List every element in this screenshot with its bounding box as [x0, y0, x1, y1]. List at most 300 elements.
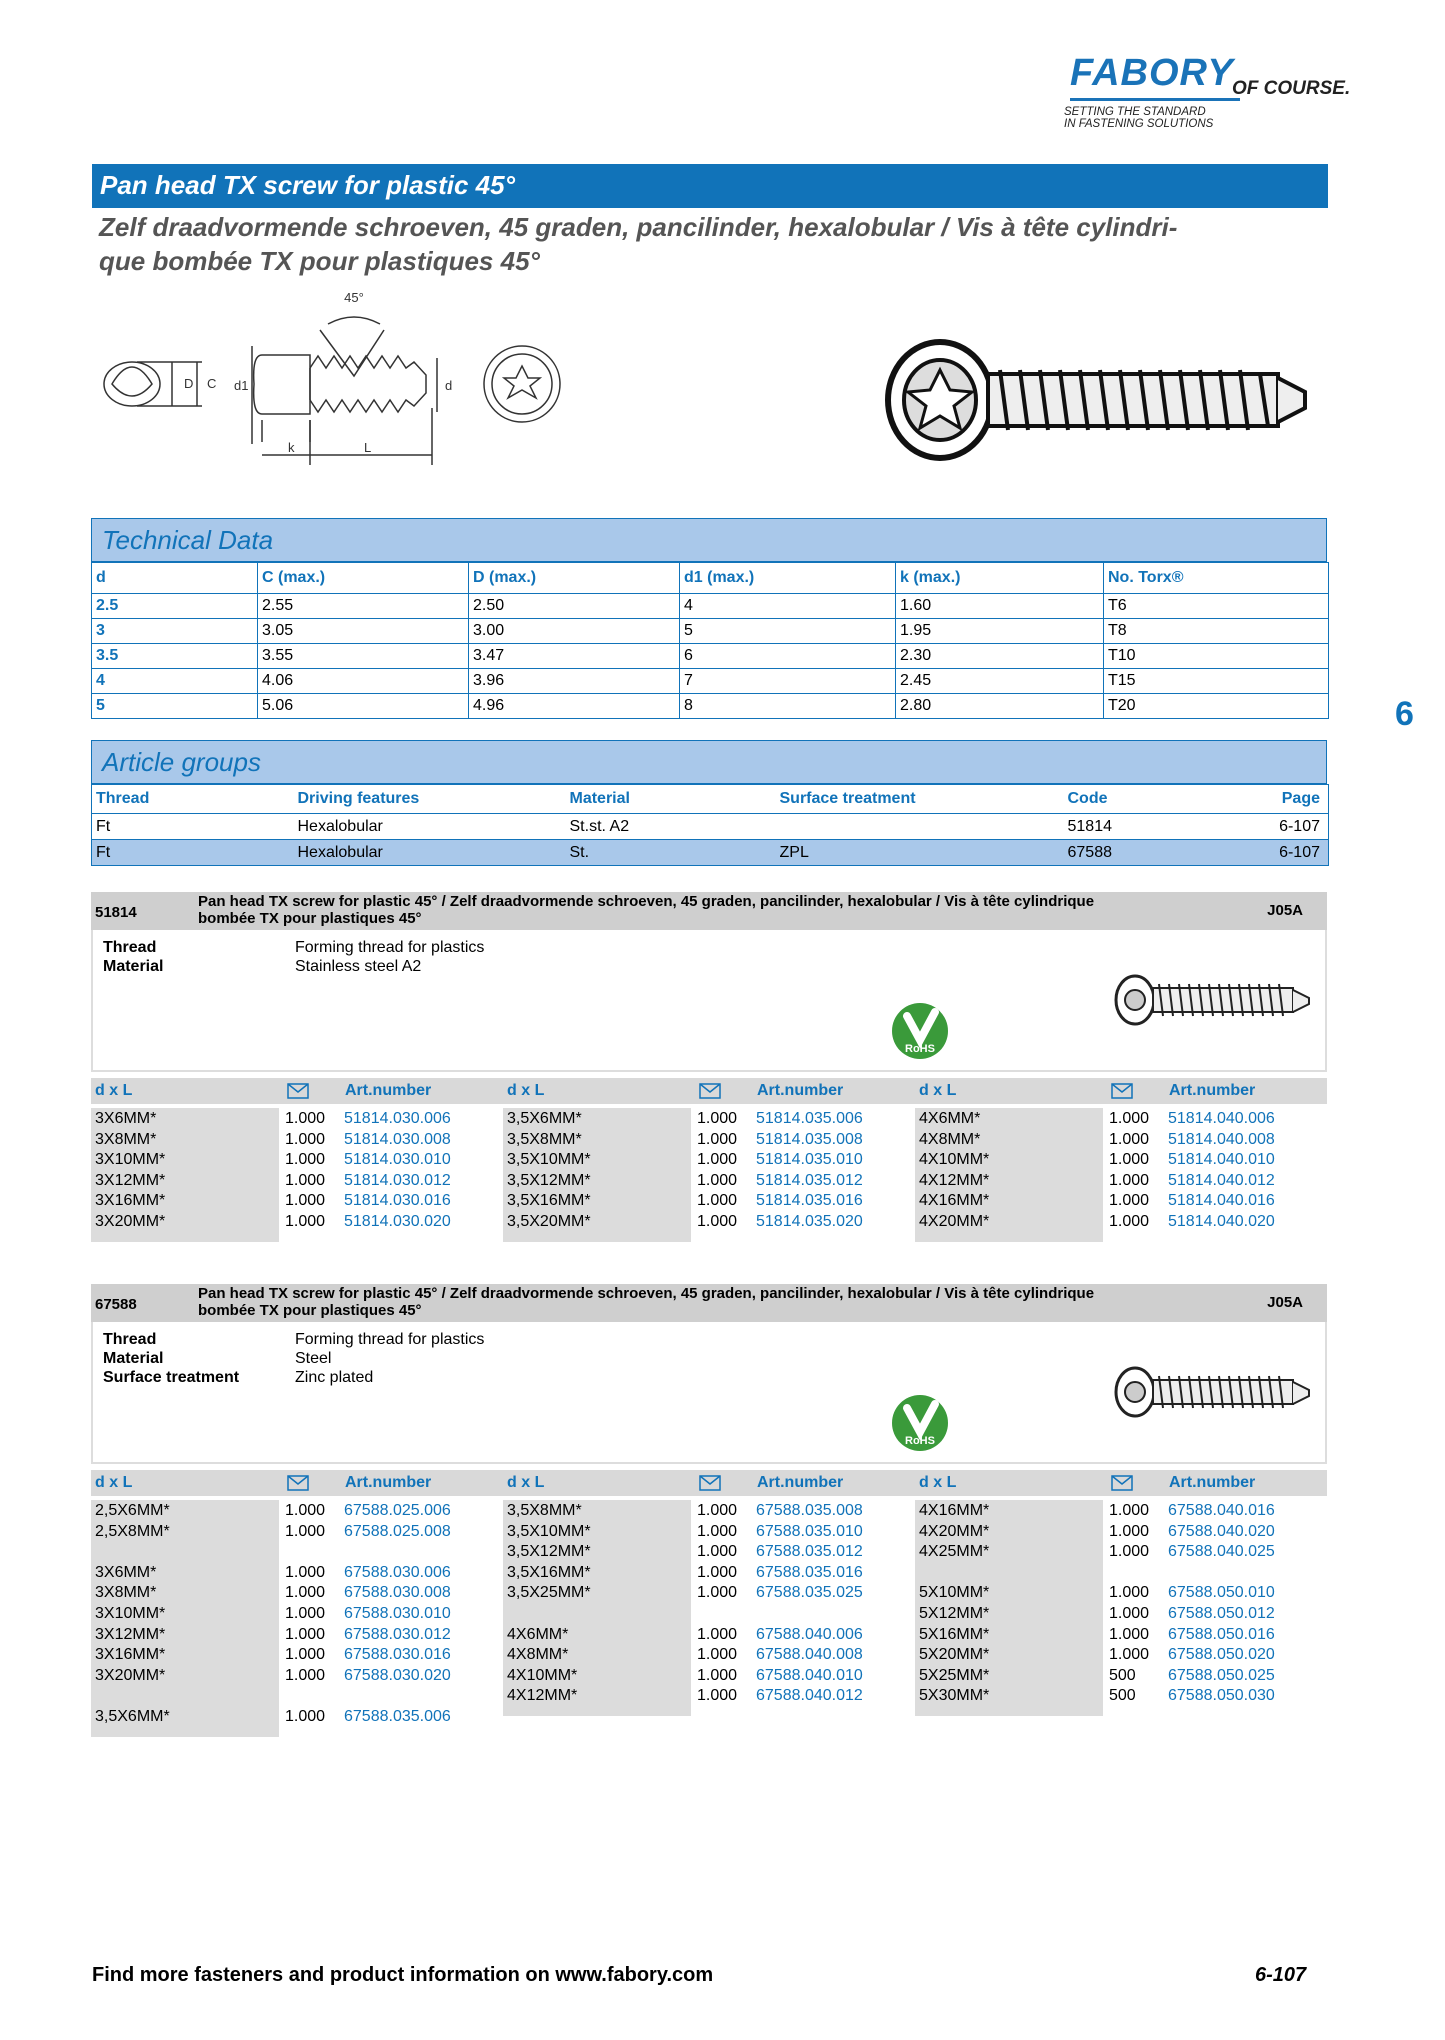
article-size: 3,5X12MM* [507, 1543, 591, 1561]
article-size: 4X12MM* [507, 1687, 578, 1705]
table-cell: 5 [92, 694, 258, 719]
property-label: Material [103, 1350, 164, 1367]
article-size: 3X16MM* [95, 1646, 166, 1664]
article-row[interactable] [503, 1564, 913, 1584]
logo-underline [1070, 98, 1240, 101]
article-row[interactable] [915, 1626, 1325, 1646]
article-quantity: 1.000 [697, 1687, 738, 1705]
article-size: 5X16MM* [919, 1625, 990, 1643]
subtitle-line1: Zelf draadvormende schroeven, 45 graden, pancilinder, hexalobular / Vis à tête cylindri- [99, 212, 1178, 242]
article-quantity: 1.000 [285, 1666, 326, 1684]
property-label: Surface treatment [103, 1369, 240, 1386]
article-number-link[interactable]: 67588.050.012 [1168, 1605, 1275, 1622]
article-number-link[interactable]: 51814.040.006 [1168, 1110, 1275, 1127]
table-cell: 2.55 [258, 594, 469, 619]
drawing-label-k: k [288, 440, 295, 455]
article-row[interactable] [503, 1192, 913, 1212]
article-quantity: 1.000 [697, 1130, 738, 1148]
article-number-link[interactable]: 67588.050.025 [1168, 1666, 1275, 1684]
col-header-k-max: k (max.) [896, 563, 1104, 594]
table-cell: Ft [92, 814, 294, 840]
article-size: 3,5X16MM* [507, 1563, 591, 1581]
section-number: 6 [1395, 695, 1414, 733]
article-number-link[interactable]: 51814.030.020 [344, 1213, 451, 1230]
article-row[interactable] [91, 1626, 501, 1646]
article-row[interactable] [91, 1667, 501, 1687]
article-row[interactable] [915, 1213, 1325, 1233]
article-number-link[interactable]: 67588.040.025 [1168, 1543, 1275, 1561]
table-cell: 2.45 [896, 669, 1104, 694]
article-number-link[interactable]: 67588.030.012 [344, 1625, 451, 1643]
article-row[interactable] [915, 1110, 1325, 1130]
article-number-link[interactable]: 67588.035.006 [344, 1708, 451, 1725]
drawing-label-d1: d1 [234, 378, 249, 393]
article-quantity: 1.000 [285, 1708, 326, 1725]
article-size: 3,5X10MM* [507, 1522, 591, 1540]
logo-slogan: OF COURSE. [1232, 78, 1351, 99]
property-row [103, 957, 484, 976]
article-quantity: 500 [1109, 1666, 1136, 1684]
envelope-icon [699, 1475, 721, 1496]
table-cell: 6 [680, 644, 896, 669]
column-label-art-number: Art.number [345, 1082, 432, 1099]
property-value: Zinc plated [295, 1369, 374, 1386]
article-quantity: 1.000 [697, 1110, 738, 1127]
table-cell: 2.5 [92, 594, 258, 619]
article-size: 4X16MM* [919, 1192, 990, 1210]
article-quantity: 1.000 [1109, 1543, 1150, 1561]
article-row[interactable] [91, 1646, 501, 1666]
article-row[interactable] [503, 1626, 913, 1646]
article-number-link[interactable]: 67588.035.025 [756, 1584, 863, 1602]
article-number-link[interactable]: 51814.040.008 [1168, 1130, 1275, 1148]
subtitle-line2: que bombée TX pour plastiques 45° [99, 246, 540, 276]
article-row[interactable] [503, 1151, 913, 1171]
article-quantity: 1.000 [697, 1213, 738, 1230]
article-number-link[interactable]: 67588.035.016 [756, 1563, 863, 1581]
technical-data-heading: Technical Data [102, 525, 274, 555]
article-number-link[interactable]: 67588.030.006 [344, 1563, 451, 1581]
technical-drawing [92, 280, 592, 480]
article-size: 2,5X8MM* [95, 1522, 170, 1540]
article-quantity: 1.000 [697, 1522, 738, 1540]
article-row[interactable] [915, 1584, 1325, 1604]
product-code: 67588 [95, 1296, 137, 1313]
article-number-link[interactable]: 67588.030.020 [344, 1666, 451, 1684]
technical-data-table [91, 562, 1329, 719]
product-description-line1: Pan head TX screw for plastic 45° / Zelf draadvormende schroeven, 45 graden, pancilinder, hexalobular / Vis à tête cylindrique [198, 1285, 1095, 1302]
article-quantity: 1.000 [285, 1213, 326, 1230]
article-size: 4X20MM* [919, 1213, 990, 1230]
drawing-label-D: D [184, 376, 194, 391]
product-description-line2: bombée TX pour plastiques 45° [198, 1302, 422, 1319]
article-number-link[interactable]: 67588.035.010 [756, 1522, 863, 1540]
logo-brand: FABORY [1070, 52, 1234, 94]
table-cell: 5.06 [258, 694, 469, 719]
product-code: 51814 [95, 904, 137, 921]
property-value: Steel [295, 1350, 332, 1367]
page-subtitle [99, 210, 1329, 278]
rohs-badge-icon [891, 1002, 949, 1060]
table-cell: 4 [680, 594, 896, 619]
article-size: 5X30MM* [919, 1687, 990, 1705]
article-quantity: 1.000 [697, 1563, 738, 1581]
article-list-header [91, 1470, 1327, 1496]
article-number-link[interactable]: 67588.050.016 [1168, 1625, 1275, 1643]
article-quantity: 1.000 [285, 1584, 326, 1602]
article-size: 3,5X20MM* [507, 1213, 591, 1230]
article-number-link[interactable]: 51814.030.006 [344, 1110, 451, 1127]
article-number-link[interactable]: 51814.035.008 [756, 1130, 863, 1148]
article-number-link[interactable]: 67588.050.020 [1168, 1646, 1275, 1664]
drawing-label-L: L [364, 440, 372, 455]
article-row[interactable] [915, 1667, 1325, 1687]
article-row[interactable] [91, 1151, 501, 1171]
column-label-art-number: Art.number [345, 1474, 432, 1491]
column-label-art-number: Art.number [1169, 1474, 1256, 1491]
article-row[interactable] [503, 1584, 913, 1604]
article-row[interactable] [503, 1502, 913, 1522]
envelope-icon [287, 1475, 309, 1496]
table-cell: T15 [1104, 669, 1329, 694]
article-row[interactable] [91, 1192, 501, 1212]
article-number-link[interactable]: 67588.040.008 [756, 1646, 863, 1664]
article-size: 3,5X8MM* [507, 1502, 582, 1519]
article-quantity: 1.000 [1109, 1171, 1150, 1189]
article-row[interactable] [503, 1131, 913, 1151]
product-header-bar [91, 892, 1327, 930]
column-label-art-number: Art.number [757, 1474, 844, 1491]
table-row [92, 669, 1329, 694]
table-cell: 8 [680, 694, 896, 719]
article-row[interactable] [915, 1172, 1325, 1192]
product-description [198, 1285, 1198, 1319]
article-number-link[interactable]: 67588.030.008 [344, 1584, 451, 1602]
table-cell: T10 [1104, 644, 1329, 669]
article-number-link[interactable]: 51814.040.010 [1168, 1151, 1275, 1169]
table-cell: Hexalobular [294, 840, 566, 866]
table-cell: Hexalobular [294, 814, 566, 840]
table-row [92, 694, 1329, 719]
article-number-link[interactable]: 51814.035.010 [756, 1151, 863, 1169]
article-quantity: 1.000 [285, 1563, 326, 1581]
article-size: 3,5X6MM* [507, 1110, 582, 1127]
article-size: 4X10MM* [919, 1151, 990, 1169]
article-row[interactable] [503, 1543, 913, 1563]
article-number-link[interactable]: 67588.050.010 [1168, 1584, 1275, 1602]
table-cell: 4 [92, 669, 258, 694]
article-size: 3X8MM* [95, 1130, 157, 1148]
article-size: 4X10MM* [507, 1666, 578, 1684]
article-row[interactable] [915, 1192, 1325, 1212]
technical-data-header [91, 518, 1327, 562]
footer-text: Find more fasteners and product information on www.fabory.com [92, 1964, 714, 1986]
col-header-d-max: D (max.) [469, 563, 680, 594]
product-description-line1: Pan head TX screw for plastic 45° / Zelf draadvormende schroeven, 45 graden, pancilinder, hexalobular / Vis à tête cylindrique [198, 893, 1095, 910]
article-quantity: 1.000 [697, 1584, 738, 1602]
col-header-page: Page [1244, 785, 1329, 814]
property-row [103, 1368, 484, 1387]
title-bar [92, 164, 1328, 208]
article-row[interactable] [503, 1110, 913, 1130]
product-description-line2: bombée TX pour plastiques 45° [198, 910, 422, 927]
article-row[interactable] [91, 1131, 501, 1151]
article-number-link[interactable]: 67588.030.010 [344, 1605, 451, 1622]
table-cell: 6-107 [1244, 840, 1329, 866]
article-number-link[interactable]: 51814.035.012 [756, 1171, 863, 1189]
property-row [103, 1330, 484, 1349]
col-header-driving: Driving features [294, 785, 566, 814]
article-quantity: 1.000 [697, 1666, 738, 1684]
technical-data-section [91, 518, 1327, 719]
article-row[interactable] [91, 1213, 501, 1233]
article-size: 3X20MM* [95, 1213, 166, 1230]
article-quantity: 1.000 [1109, 1110, 1150, 1127]
table-cell: 3.96 [469, 669, 680, 694]
col-header-torx: No. Torx® [1104, 563, 1329, 594]
table-cell: T6 [1104, 594, 1329, 619]
article-row[interactable] [91, 1605, 501, 1625]
article-groups-header-row [92, 785, 1329, 814]
article-number-link[interactable]: 67588.025.006 [344, 1502, 451, 1519]
column-label-art-number: Art.number [1169, 1082, 1256, 1099]
article-size: 3,5X12MM* [507, 1171, 591, 1189]
drawing-label-C: C [207, 376, 217, 391]
article-number-link[interactable]: 67588.035.008 [756, 1502, 863, 1519]
article-quantity: 1.000 [1109, 1151, 1150, 1169]
article-quantity: 1.000 [1109, 1646, 1150, 1664]
table-row [92, 619, 1329, 644]
article-number-link[interactable]: 67588.040.010 [756, 1666, 863, 1684]
article-number-link[interactable]: 67588.040.016 [1168, 1502, 1275, 1519]
drawing-angle-label: 45° [344, 290, 364, 305]
article-size: 4X20MM* [919, 1522, 990, 1540]
rohs-label: RoHS [905, 1435, 935, 1447]
article-size: 4X16MM* [919, 1502, 990, 1519]
table-cell: 6-107 [1244, 814, 1329, 840]
article-row[interactable] [915, 1543, 1325, 1563]
article-quantity: 1.000 [1109, 1522, 1150, 1540]
article-quantity: 1.000 [285, 1151, 326, 1169]
article-quantity: 1.000 [285, 1110, 326, 1127]
article-row[interactable] [915, 1502, 1325, 1522]
article-quantity: 1.000 [1109, 1605, 1150, 1622]
product-reference: J05A [1267, 902, 1303, 919]
article-number-link[interactable]: 51814.030.008 [344, 1130, 451, 1148]
column-label-dxl: d x L [507, 1474, 545, 1491]
column-label-dxl: d x L [507, 1082, 545, 1099]
logo-tagline [1064, 106, 1213, 130]
product-properties-box [91, 930, 1327, 1072]
article-size: 3X12MM* [95, 1625, 166, 1643]
article-row[interactable] [503, 1646, 913, 1666]
article-row[interactable] [915, 1151, 1325, 1171]
property-label: Material [103, 958, 164, 975]
article-row[interactable] [91, 1564, 501, 1584]
article-row[interactable] [915, 1605, 1325, 1625]
article-size: 5X25MM* [919, 1666, 990, 1684]
col-header-thread: Thread [92, 785, 294, 814]
property-label: Thread [103, 939, 157, 956]
col-header-c-max: C (max.) [258, 563, 469, 594]
article-number-link[interactable]: 67588.040.006 [756, 1625, 863, 1643]
table-cell: 3.05 [258, 619, 469, 644]
col-header-code: Code [1064, 785, 1244, 814]
article-size: 4X8MM* [507, 1646, 569, 1664]
article-groups-section [91, 740, 1327, 866]
article-size: 3X6MM* [95, 1563, 157, 1581]
rohs-badge-icon [891, 1394, 949, 1452]
rohs-label: RoHS [905, 1043, 935, 1055]
article-size: 4X12MM* [919, 1171, 990, 1189]
article-number-link[interactable]: 51814.030.010 [344, 1151, 451, 1169]
article-row[interactable] [503, 1213, 913, 1233]
article-number-link[interactable]: 51814.030.016 [344, 1192, 451, 1210]
article-size: 3,5X10MM* [507, 1151, 591, 1169]
article-quantity: 500 [1109, 1687, 1136, 1705]
table-cell: 3.5 [92, 644, 258, 669]
article-size: 3,5X16MM* [507, 1192, 591, 1210]
article-row[interactable] [503, 1172, 913, 1192]
article-size: 3X20MM* [95, 1666, 166, 1684]
article-quantity: 1.000 [1109, 1625, 1150, 1643]
article-row[interactable] [503, 1667, 913, 1687]
article-row[interactable] [915, 1646, 1325, 1666]
article-quantity: 1.000 [697, 1171, 738, 1189]
table-cell: 1.60 [896, 594, 1104, 619]
article-size: 5X10MM* [919, 1584, 990, 1602]
property-value: Forming thread for plastics [295, 939, 485, 956]
product-properties [103, 938, 484, 976]
article-row[interactable] [91, 1502, 501, 1522]
product-reference: J05A [1267, 1294, 1303, 1311]
article-size: 3X6MM* [95, 1110, 157, 1127]
article-row[interactable] [91, 1172, 501, 1192]
article-size: 3,5X6MM* [95, 1708, 170, 1725]
article-row[interactable] [91, 1584, 501, 1604]
screw-photo [880, 330, 1320, 470]
table-cell: 5 [680, 619, 896, 644]
col-header-d: d [92, 563, 258, 594]
table-cell: 2.50 [469, 594, 680, 619]
article-size: 4X6MM* [919, 1110, 981, 1127]
article-row[interactable] [915, 1131, 1325, 1151]
article-row[interactable] [503, 1687, 913, 1707]
article-row[interactable] [915, 1523, 1325, 1543]
article-row[interactable] [91, 1523, 501, 1543]
table-cell: 3.55 [258, 644, 469, 669]
article-number-link[interactable]: 51814.040.012 [1168, 1171, 1275, 1189]
article-quantity: 1.000 [1109, 1213, 1150, 1230]
article-group-row[interactable] [92, 840, 1329, 866]
article-quantity: 1.000 [285, 1171, 326, 1189]
article-quantity: 1.000 [285, 1522, 326, 1540]
article-number-link[interactable]: 67588.030.016 [344, 1646, 451, 1664]
article-number-link[interactable]: 67588.050.030 [1168, 1687, 1275, 1705]
article-size: 3X10MM* [95, 1151, 166, 1169]
fabory-logo [1060, 52, 1360, 137]
table-row [92, 644, 1329, 669]
article-groups-heading: Article groups [102, 747, 261, 777]
article-quantity: 1.000 [285, 1605, 326, 1622]
column-label-dxl: d x L [95, 1082, 133, 1099]
table-cell: 3.00 [469, 619, 680, 644]
article-number-link[interactable]: 51814.035.016 [756, 1192, 863, 1210]
envelope-icon [1111, 1083, 1133, 1104]
col-header-d1-max: d1 (max.) [680, 563, 896, 594]
article-number-link[interactable]: 51814.035.006 [756, 1110, 863, 1127]
article-size: 3X10MM* [95, 1605, 166, 1622]
article-number-link[interactable]: 67588.040.020 [1168, 1522, 1275, 1540]
property-value: Forming thread for plastics [295, 1331, 485, 1348]
page-number: 6-107 [1255, 1964, 1307, 1986]
table-cell: Ft [92, 840, 294, 866]
table-cell: 2.30 [896, 644, 1104, 669]
article-row[interactable] [91, 1708, 501, 1728]
property-label: Thread [103, 1331, 157, 1348]
table-cell: 4.96 [469, 694, 680, 719]
article-number-link[interactable]: 67588.025.008 [344, 1522, 451, 1540]
envelope-icon [287, 1083, 309, 1104]
table-cell: 1.95 [896, 619, 1104, 644]
article-groups-header [91, 740, 1327, 784]
property-row [103, 1349, 484, 1368]
article-size: 3,5X8MM* [507, 1130, 582, 1148]
article-number-link[interactable]: 51814.030.012 [344, 1171, 451, 1189]
article-quantity: 1.000 [697, 1502, 738, 1519]
article-group-row[interactable] [92, 814, 1329, 840]
article-size: 2,5X6MM* [95, 1502, 170, 1519]
article-row[interactable] [91, 1110, 501, 1130]
logo-tagline-line2: IN FASTENING SOLUTIONS [1064, 118, 1214, 130]
article-quantity: 1.000 [697, 1625, 738, 1643]
table-cell: 4.06 [258, 669, 469, 694]
table-cell: 3.47 [469, 644, 680, 669]
article-quantity: 1.000 [1109, 1502, 1150, 1519]
article-row[interactable] [503, 1523, 913, 1543]
column-label-dxl: d x L [919, 1474, 957, 1491]
article-number-link[interactable]: 51814.040.020 [1168, 1213, 1275, 1230]
article-size: 5X20MM* [919, 1646, 990, 1664]
article-number-link[interactable]: 51814.040.016 [1168, 1192, 1275, 1210]
article-number-link[interactable]: 67588.040.012 [756, 1687, 863, 1705]
article-size: 3X12MM* [95, 1171, 166, 1189]
article-number-link[interactable]: 67588.035.012 [756, 1543, 863, 1561]
article-quantity: 1.000 [697, 1151, 738, 1169]
table-cell: T8 [1104, 619, 1329, 644]
article-quantity: 1.000 [697, 1543, 738, 1561]
article-size: 4X8MM* [919, 1130, 981, 1148]
article-number-link[interactable]: 51814.035.020 [756, 1213, 863, 1230]
table-cell: 2.80 [896, 694, 1104, 719]
table-cell: 7 [680, 669, 896, 694]
article-row[interactable] [915, 1687, 1325, 1707]
column-label-art-number: Art.number [757, 1082, 844, 1099]
article-groups-table [91, 784, 1329, 866]
drawing-label-d: d [445, 378, 453, 393]
article-quantity: 1.000 [697, 1646, 738, 1664]
article-quantity: 1.000 [1109, 1130, 1150, 1148]
property-row [103, 938, 484, 957]
article-quantity: 1.000 [1109, 1192, 1150, 1210]
product-description [198, 893, 1198, 927]
envelope-icon [699, 1083, 721, 1104]
property-value: Stainless steel A2 [295, 958, 422, 975]
logo-tagline-line1: SETTING THE STANDARD [1064, 106, 1206, 118]
article-size: 3,5X25MM* [507, 1584, 591, 1602]
table-cell: 67588 [1064, 840, 1244, 866]
technical-data-header-row [92, 563, 1329, 594]
